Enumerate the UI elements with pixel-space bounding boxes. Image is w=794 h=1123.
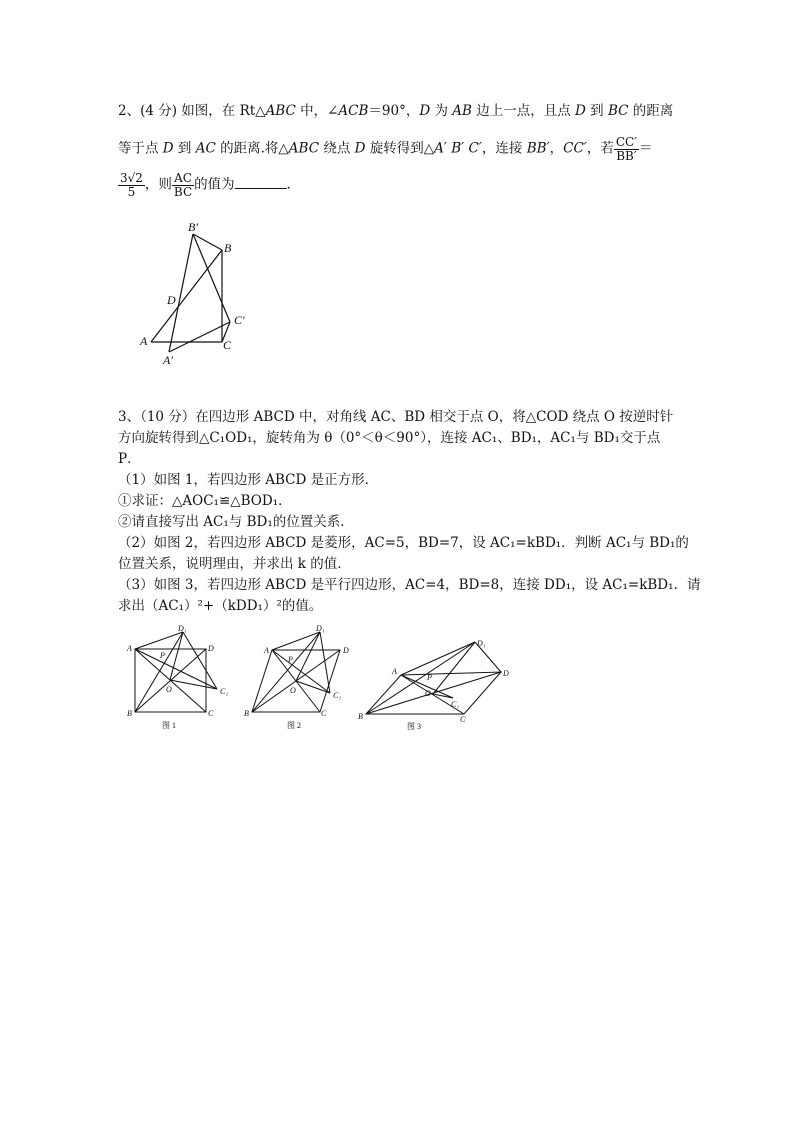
label-D: D xyxy=(167,293,176,307)
fig3-caption: 图 3 xyxy=(407,722,421,731)
fig3-label-C1: C₁ xyxy=(451,700,460,709)
q3-line-7: （2）如图 2，若四边形 ABCD 是菱形，AC=5，BD=7，设 AC₁=kBD₁．判断 AC₁与 BD₁的 xyxy=(118,535,689,551)
answer-blank xyxy=(235,176,287,189)
q2-figure xyxy=(135,218,265,370)
q3-line-10: 求出（AC₁）²+（kDD₁）²的值。 xyxy=(118,598,323,614)
segment-O-C1 xyxy=(433,694,453,698)
segment-B-D1 xyxy=(135,632,183,712)
segment-B1-B xyxy=(193,234,222,250)
fig2-label-D: D xyxy=(343,646,349,655)
label-C: C xyxy=(223,338,232,352)
q3-line-8: 位置关系，说明理由，并求出 k 的值． xyxy=(118,556,351,572)
q2-line-2: 等于点 D 到 AC 的距离.将△ABC 绕点 D 旋转得到△A′ B′ C′，连接 BB′，CC′，若 $\frac{CC'}{BB'}$ ＝ xyxy=(118,135,653,163)
fig3-label-D1: D₁ xyxy=(477,639,486,648)
segment-A-D1 xyxy=(135,632,183,649)
ac-bc-fraction: $\frac{AC}{BC}$ xyxy=(173,171,193,199)
fig2-label-D1: D₁ xyxy=(316,624,325,633)
q3-line-4: （1）如图 1，若四边形 ABCD 是正方形． xyxy=(118,472,379,488)
fig2-label-P: P xyxy=(288,655,293,664)
q2-line-3: $\frac{3√2}{5}$ ，则 $\frac{AC}{BC}$ 的值为 ． xyxy=(120,171,301,199)
fig2-label-C: C xyxy=(321,709,327,718)
fig3-label-C: C xyxy=(460,715,466,724)
fig2-label-O: O xyxy=(290,686,296,695)
q3-line-3: P． xyxy=(118,451,141,467)
fig3-label-D: D xyxy=(503,669,509,678)
fig2-label-A: A xyxy=(264,646,269,655)
q2-line-1: 2、(4 分) 如图，在 Rt△ABC 中，∠ACB＝90°，D 为 AB 边上一点，且点 D 到 BC 的距离 xyxy=(118,103,674,119)
ratio-fraction: $\frac{CC'}{BB'}$ xyxy=(615,135,637,163)
label-B: B xyxy=(224,241,232,255)
fig3-label-P: P xyxy=(427,673,432,682)
segment-A1-C1 xyxy=(169,322,230,352)
q3-line-2: 方向旋转得到△C₁OD₁，旋转角为 θ（0°＜θ＜90°），连接 AC₁、BD₁，AC₁与 BD₁交于点 xyxy=(118,430,661,446)
fig2-label-C1: C₁ xyxy=(333,691,342,700)
q3-line-6: ②请直接写出 AC₁与 BD₁的位置关系． xyxy=(118,514,354,530)
label-C1: C′ xyxy=(234,313,245,327)
q3-figure-1 xyxy=(120,622,240,734)
q3-line-9: （3）如图 3，若四边形 ABCD 是平行四边形，AC=4，BD=8，连接 DD₁，设 AC₁=kBD₁．请 xyxy=(118,577,701,593)
fig3-label-B: B xyxy=(358,712,363,721)
fig1-caption: 图 1 xyxy=(162,721,176,730)
q3-line-1: 3、（10 分）在四边形 ABCD 中，对角线 AC、BD 相交于点 O，将△COD 绕点 O 按逆时针 xyxy=(118,409,674,425)
q3-line-5: ①求证：△AOC₁≌△BOD₁． xyxy=(118,493,292,509)
fig1-label-O: O xyxy=(166,685,172,694)
fig1-label-B: B xyxy=(127,709,132,718)
fig3-label-O: O xyxy=(425,689,431,698)
fig2-caption: 图 2 xyxy=(287,721,301,730)
segment-O-C1 xyxy=(170,680,217,689)
label-B1: B′ xyxy=(188,220,198,234)
fig1-label-A: A xyxy=(127,644,132,653)
segment-O-D1 xyxy=(170,632,183,680)
segment-A-D1 xyxy=(401,642,475,675)
q3-figure-3 xyxy=(355,630,515,734)
label-A1: A′ xyxy=(163,353,173,367)
q3-figure-2 xyxy=(240,622,358,734)
label-A: A xyxy=(140,334,148,348)
fig1-label-D: D xyxy=(208,644,214,653)
fig1-label-D1: D₁ xyxy=(178,624,187,633)
segment-A-C1 xyxy=(272,650,330,693)
fig1-label-C1: C₁ xyxy=(220,687,229,696)
fig1-label-P: P xyxy=(160,651,165,660)
value-fraction: $\frac{3√2}{5}$ xyxy=(120,171,143,199)
fig2-label-B: B xyxy=(244,709,249,718)
fig3-label-A: A xyxy=(392,667,397,676)
fig1-label-C: C xyxy=(208,709,214,718)
segment-B-D1 xyxy=(252,632,320,712)
